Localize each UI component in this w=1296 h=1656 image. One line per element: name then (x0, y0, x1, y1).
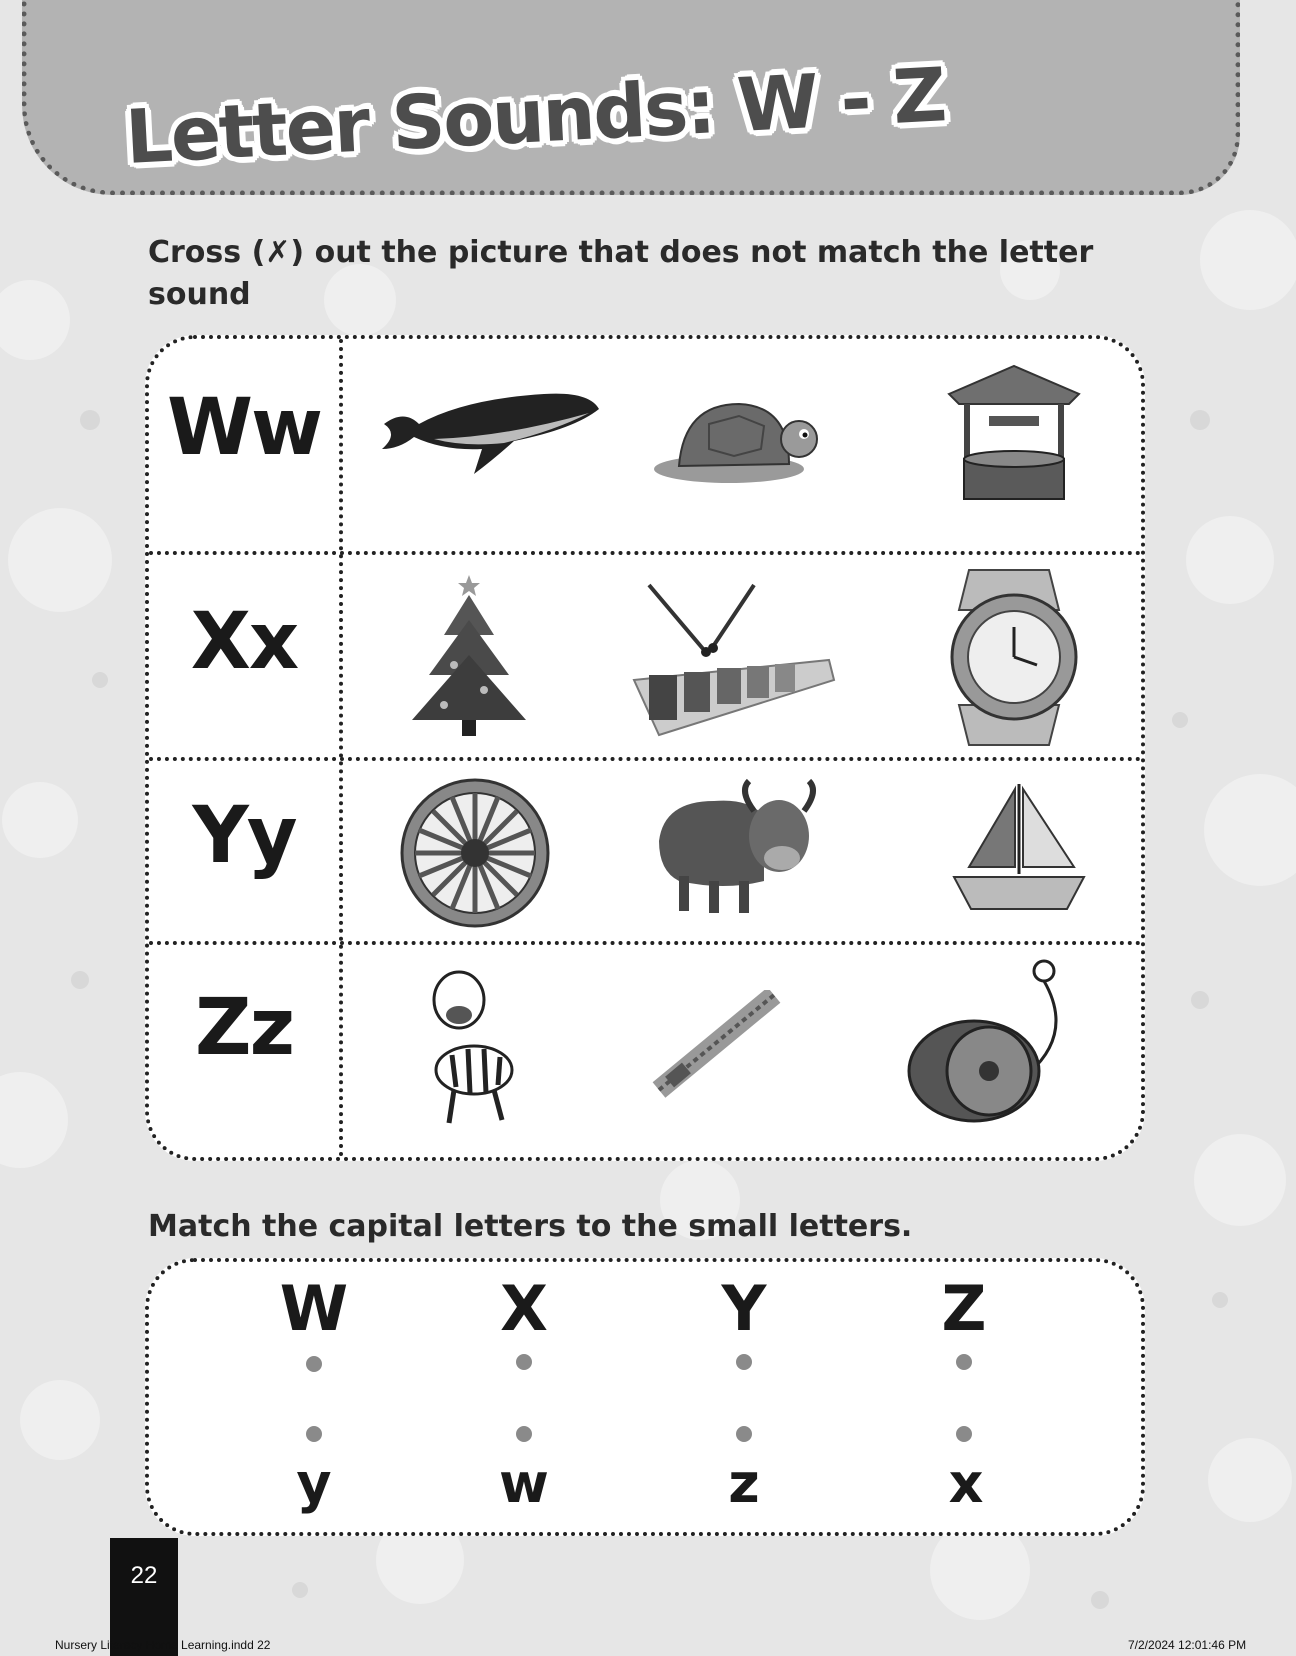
xylophone-picture[interactable] (629, 580, 839, 745)
row-z (149, 941, 1141, 1161)
bottom-match-dot[interactable] (956, 1426, 972, 1442)
top-match-dot[interactable] (306, 1356, 322, 1372)
row-letter: Xx (190, 597, 298, 687)
row-letter: Yy (192, 791, 296, 881)
row-w (149, 339, 1141, 551)
bottom-match-dot[interactable] (516, 1426, 532, 1442)
matching-box (145, 1258, 1145, 1536)
top-match-dot[interactable] (736, 1354, 752, 1370)
capital-letter-w: W (279, 1272, 349, 1345)
capital-letter-z: Z (941, 1272, 987, 1345)
top-match-dot[interactable] (956, 1354, 972, 1370)
yacht-picture[interactable] (949, 779, 1089, 914)
cross-out-instruction: Cross (✗) out the picture that does not match the letter sound (148, 235, 1094, 312)
top-match-dot[interactable] (516, 1354, 532, 1370)
small-letter: z (728, 1452, 760, 1515)
footer-file-name: Nursery Literacy Home Learning.indd 22 (55, 1638, 271, 1652)
small-letter: w (499, 1452, 549, 1515)
match-instruction: Match the capital letters to the small letters. (148, 1209, 913, 1244)
row-y (149, 757, 1141, 945)
small-letter: x (948, 1452, 984, 1515)
page-number: 22 (130, 1562, 158, 1589)
whale-picture[interactable] (374, 379, 604, 489)
letter-picture-grid (145, 335, 1145, 1161)
zebra-picture[interactable] (404, 965, 534, 1130)
row-letter: Zz (195, 983, 293, 1073)
page-title: Letter Sounds: W - Z (123, 52, 947, 182)
zipper-picture[interactable] (649, 990, 789, 1100)
bottom-match-dot[interactable] (306, 1426, 322, 1442)
small-letter: y (296, 1452, 332, 1515)
watch-picture[interactable] (939, 565, 1099, 750)
row-x (149, 551, 1141, 761)
yo-yo-picture[interactable] (889, 953, 1079, 1133)
well-picture[interactable] (944, 364, 1084, 504)
row-letter: Ww (166, 383, 322, 473)
yak-picture[interactable] (654, 776, 824, 921)
wheel-picture[interactable] (397, 775, 553, 931)
bottom-match-dot[interactable] (736, 1426, 752, 1442)
capital-letter-x: X (500, 1272, 548, 1345)
capital-letter-y: Y (721, 1272, 767, 1345)
turtle-picture[interactable] (649, 394, 819, 494)
footer-timestamp: 7/2/2024 12:01:46 PM (1128, 1638, 1247, 1652)
christmas-tree-picture[interactable] (404, 570, 534, 740)
